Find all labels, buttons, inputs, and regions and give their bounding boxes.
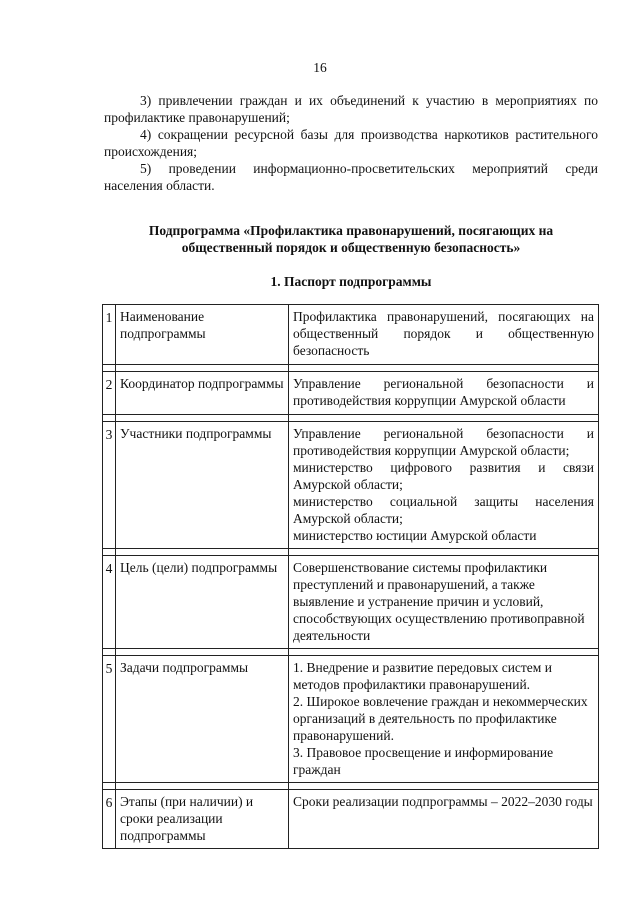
- intro-item-5: [104, 160, 598, 194]
- intro-paragraphs: [104, 92, 598, 194]
- intro-item-4: [104, 126, 598, 160]
- row-value: Профилактика правонарушений, посягающих на общественный порядок и общественную безопасность: [289, 305, 599, 365]
- intro-item-5-text: 5) проведении информационно-просветительских мероприятий среди населения области.: [104, 161, 598, 193]
- intro-item-4-text: 4) сокращении ресурсной базы для производства наркотиков растительного происхождения;: [104, 127, 598, 159]
- row-name: Цель (цели) подпрограммы: [116, 556, 289, 649]
- row-number: 5: [103, 656, 116, 783]
- table-row: [103, 556, 599, 649]
- row-value: [289, 422, 599, 549]
- table-row: [103, 372, 599, 415]
- row-name: Участники подпрограммы: [116, 422, 289, 549]
- page-number: 16: [313, 60, 327, 75]
- row-name: Координатор подпрограммы: [116, 372, 289, 415]
- row-number: 6: [103, 790, 116, 849]
- intro-item-3: [104, 92, 598, 126]
- task-item: 1. Внедрение и развитие передовых систем и методов профилактики правонарушений.: [293, 660, 552, 692]
- row-name: Наименование подпрограммы: [116, 305, 289, 365]
- table-row: [103, 656, 599, 783]
- participant-item: министерство цифрового развития и связи Амурской области;: [293, 460, 594, 492]
- table-row: [103, 790, 599, 849]
- row-spacer: [103, 783, 599, 790]
- row-spacer: [103, 549, 599, 556]
- row-number: 4: [103, 556, 116, 649]
- participant-item: Управление региональной безопасности и противодействия коррупции Амурской области;: [293, 426, 594, 458]
- section-title: 1. Паспорт подпрограммы: [270, 274, 432, 289]
- row-spacer: [103, 649, 599, 656]
- task-item: 2. Широкое вовлечение граждан и некоммерческих организаций в деятельность по профилактике правонарушений.: [293, 694, 588, 743]
- subprogram-title-line2: общественный порядок и общественную безопасность»: [181, 240, 521, 255]
- row-value: [289, 656, 599, 783]
- participant-item: министерство социальной защиты населения Амурской области;: [293, 494, 594, 526]
- intro-item-3-text: 3) привлечении граждан и их объединений к участию в мероприятиях по профилактике правонарушений;: [104, 93, 598, 125]
- table-row: [103, 422, 599, 549]
- row-spacer: [103, 365, 599, 372]
- subprogram-title: [104, 222, 598, 256]
- row-value: Сроки реализации подпрограммы – 2022–2030 годы: [289, 790, 599, 849]
- row-number: 3: [103, 422, 116, 549]
- row-number: 2: [103, 372, 116, 415]
- task-item: 3. Правовое просвещение и информирование граждан: [293, 745, 554, 777]
- row-name: Этапы (при наличии) и сроки реализации подпрограммы: [116, 790, 289, 849]
- participant-item: министерство юстиции Амурской области: [293, 528, 537, 543]
- row-number: 1: [103, 305, 116, 365]
- row-spacer: [103, 415, 599, 422]
- passport-table: [102, 304, 599, 849]
- subprogram-title-line1: Подпрограмма «Профилактика правонарушений, посягающих на: [148, 223, 554, 238]
- row-value: Управление региональной безопасности и противодействия коррупции Амурской области: [289, 372, 599, 415]
- row-name: Задачи подпрограммы: [116, 656, 289, 783]
- row-value: Совершенствование системы профилактики преступлений и правонарушений, а также выявление и устранение причин и условий, способствующих осуществлению противоправной деятельности: [289, 556, 599, 649]
- table-row: [103, 305, 599, 365]
